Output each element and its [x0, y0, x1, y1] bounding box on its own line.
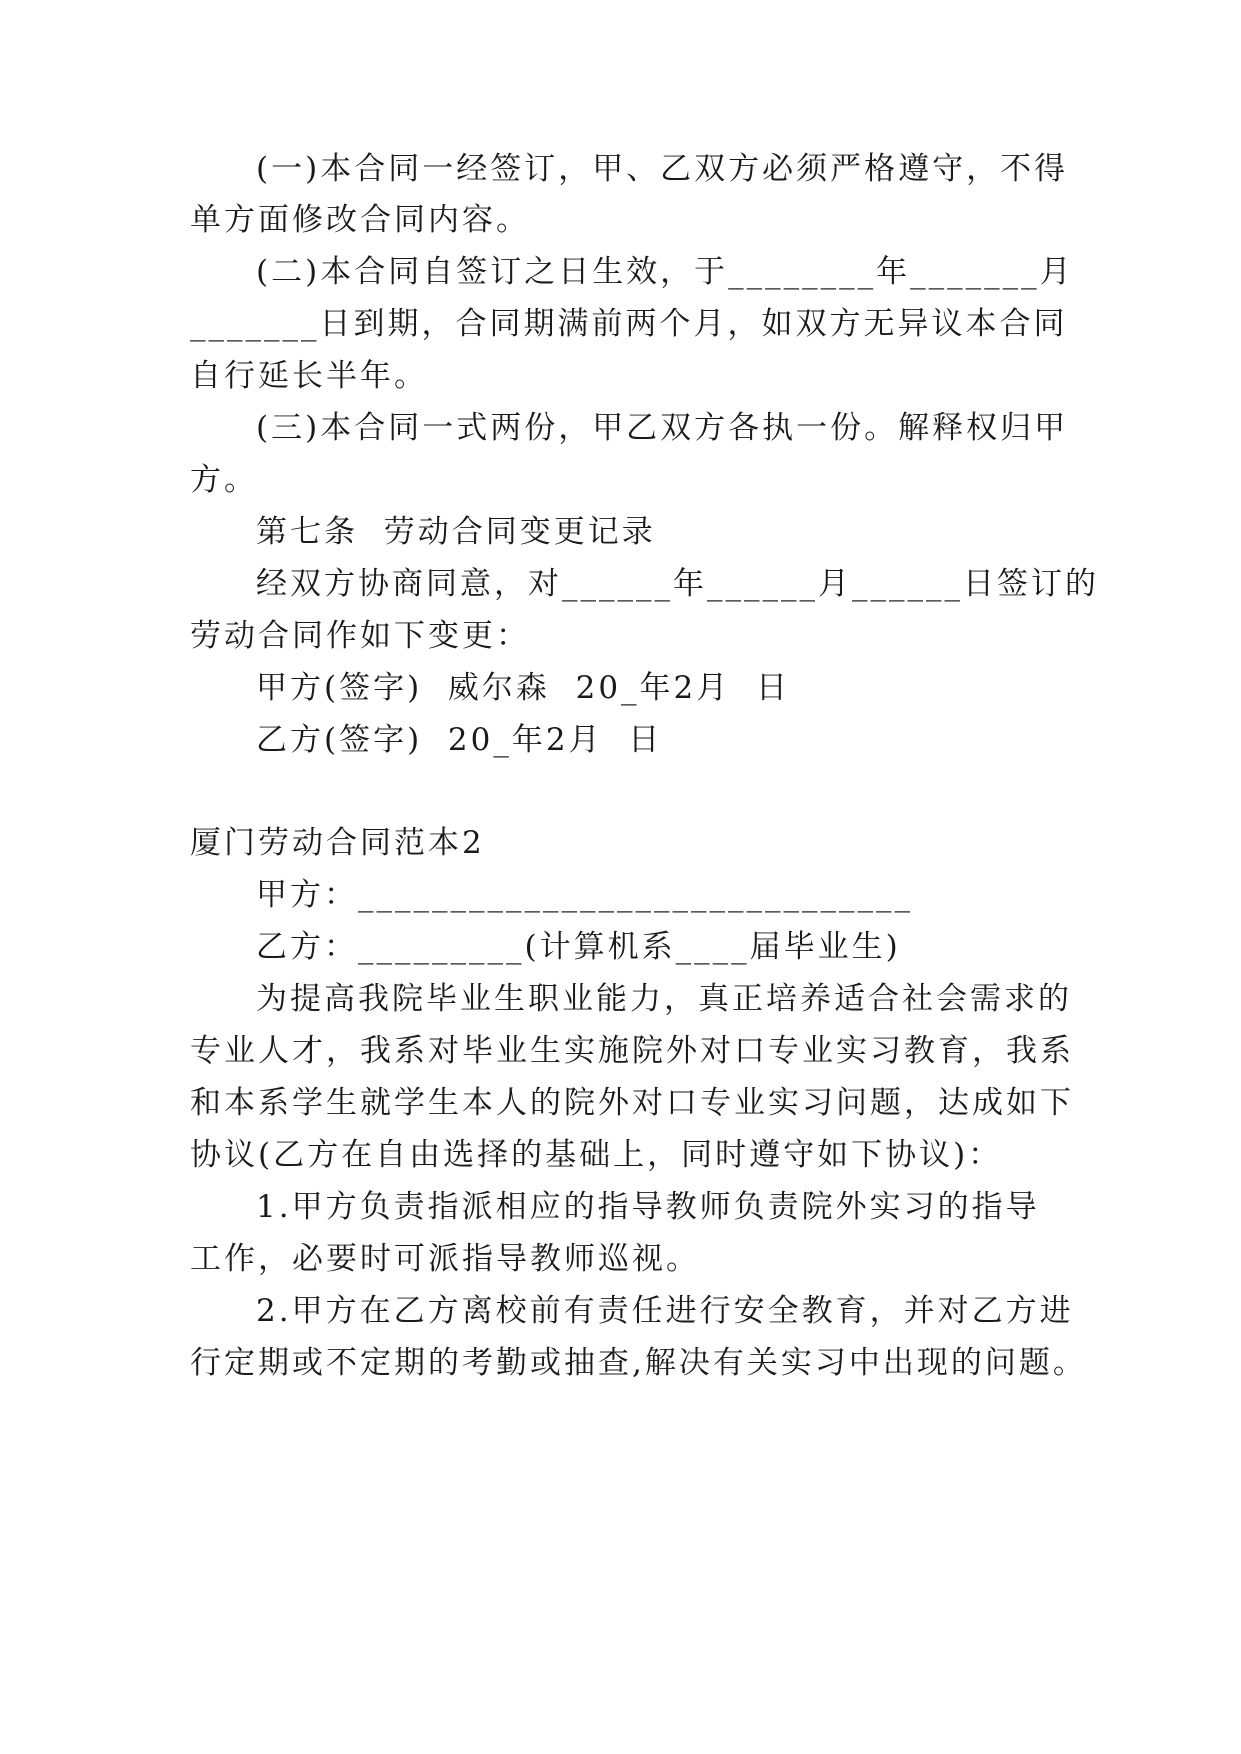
party-b-line: 乙方：_________(计算机系____届毕业生)	[256, 929, 901, 965]
item-1-line-2: 工作，必要时可派指导教师巡视。	[190, 1241, 700, 1277]
clause-2-line-2: _______日到期，合同期满前两个月，如双方无异议本合同	[190, 306, 1068, 342]
party-a-line: 甲方：______________________________	[256, 877, 913, 913]
intro-line-2: 专业人才，我系对毕业生实施院外对口专业实习教育，我系	[190, 1033, 1074, 1069]
clause-1-line-2: 单方面修改合同内容。	[190, 202, 530, 238]
item-2-line-2: 行定期或不定期的考勤或抽查,解决有关实习中出现的问题。	[190, 1345, 1087, 1381]
clause-3-line-2: 方。	[190, 462, 258, 498]
item-1-line-1: 1.甲方负责指派相应的指导教师负责院外实习的指导	[256, 1189, 1040, 1225]
change-record-line-1: 经双方协商同意，对______年______月______日签订的	[256, 566, 1099, 602]
clause-2-line-3: 自行延长半年。	[190, 358, 428, 394]
article-7-heading: 第七条 劳动合同变更记录	[256, 514, 656, 550]
intro-line-3: 和本系学生就学生本人的院外对口专业实习问题，达成如下	[190, 1085, 1074, 1121]
party-b-signature-line: 乙方(签字) 20_年2月 日	[256, 722, 663, 758]
intro-line-4: 协议(乙方在自由选择的基础上，同时遵守如下协议)：	[190, 1137, 1003, 1173]
item-2-line-1: 2.甲方在乙方离校前有责任进行安全教育，并对乙方进	[256, 1293, 1074, 1329]
clause-1-line-1: (一)本合同一经签订，甲、乙双方必须严格遵守，不得	[256, 151, 1069, 187]
party-a-signature-line: 甲方(签字) 威尔森 20_年2月 日	[256, 670, 790, 706]
intro-line-1: 为提高我院毕业生职业能力，真正培养适合社会需求的	[256, 981, 1072, 1017]
clause-2-line-1: (二)本合同自签订之日生效，于________年_______月	[256, 254, 1074, 290]
section-title: 厦门劳动合同范本2	[190, 825, 485, 861]
change-record-line-2: 劳动合同作如下变更：	[190, 618, 530, 654]
clause-3-line-1: (三)本合同一式两份，甲乙双方各执一份。解释权归甲	[256, 410, 1069, 446]
